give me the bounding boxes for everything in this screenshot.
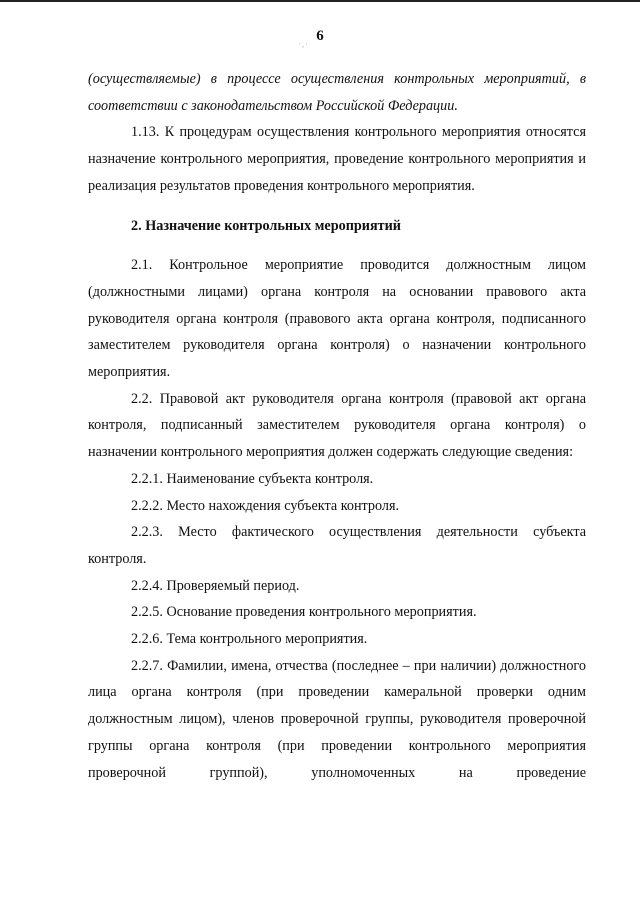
scan-artifact: ·‚·	[298, 40, 309, 49]
scan-top-edge	[0, 0, 640, 2]
paragraph-2-2-3: 2.2.3. Место фактического осуществления деятельности субъекта контроля.	[88, 524, 586, 567]
paragraph-2-1: 2.1. Контрольное мероприятие проводится должностным лицом (должностными лицами) органа контроля на основании правового акта руководителя органа контроля (правового акта органа контроля, подписанного заместителем руководителя органа контроля) о назначении контрольного мероприятия.	[88, 257, 586, 381]
paragraph-2-2-2: 2.2.2. Место нахождения субъекта контроля.	[131, 497, 400, 514]
paragraph-2-2-7: 2.2.7. Фамилии, имена, отчества (последнее – при наличии) должностного лица органа контроля (при проведении камеральной проверки одним должностным лицом), членов проверочной группы, руководителя проверочной группы органа контроля (при проведении контрольного мероприятия проверочной группой), уполномоченных на проведение	[88, 657, 586, 781]
paragraph-2-2-4: 2.2.4. Проверяемый период.	[131, 577, 300, 594]
paragraph-2-2: 2.2. Правовой акт руководителя органа контроля (правовой акт органа контроля, подписанный заместителем руководителя органа контроля) о назначении контрольного мероприятия должен содержать следующие сведения:	[88, 390, 586, 461]
paragraph-1-13: 1.13. К процедурам осуществления контрольного мероприятия относятся назначение контрольного мероприятия, проведение контрольного мероприятия и реализация результатов проведения контрольного мероприятия.	[88, 124, 586, 194]
paragraph-2-2-5: 2.2.5. Основание проведения контрольного мероприятия.	[131, 604, 477, 621]
paragraph-continuation: (осуществляемые) в процессе осуществления контрольных мероприятий, в соответствии с законодательством Российской Федерации.	[88, 71, 586, 114]
paragraph-2-2-6: 2.2.6. Тема контрольного мероприятия.	[131, 631, 368, 648]
page-number: 6	[316, 28, 324, 44]
document-body	[88, 66, 586, 786]
paragraph-2-2-1: 2.2.1. Наименование субъекта контроля.	[131, 470, 374, 487]
section-heading: 2. Назначение контрольных мероприятий	[131, 217, 401, 234]
